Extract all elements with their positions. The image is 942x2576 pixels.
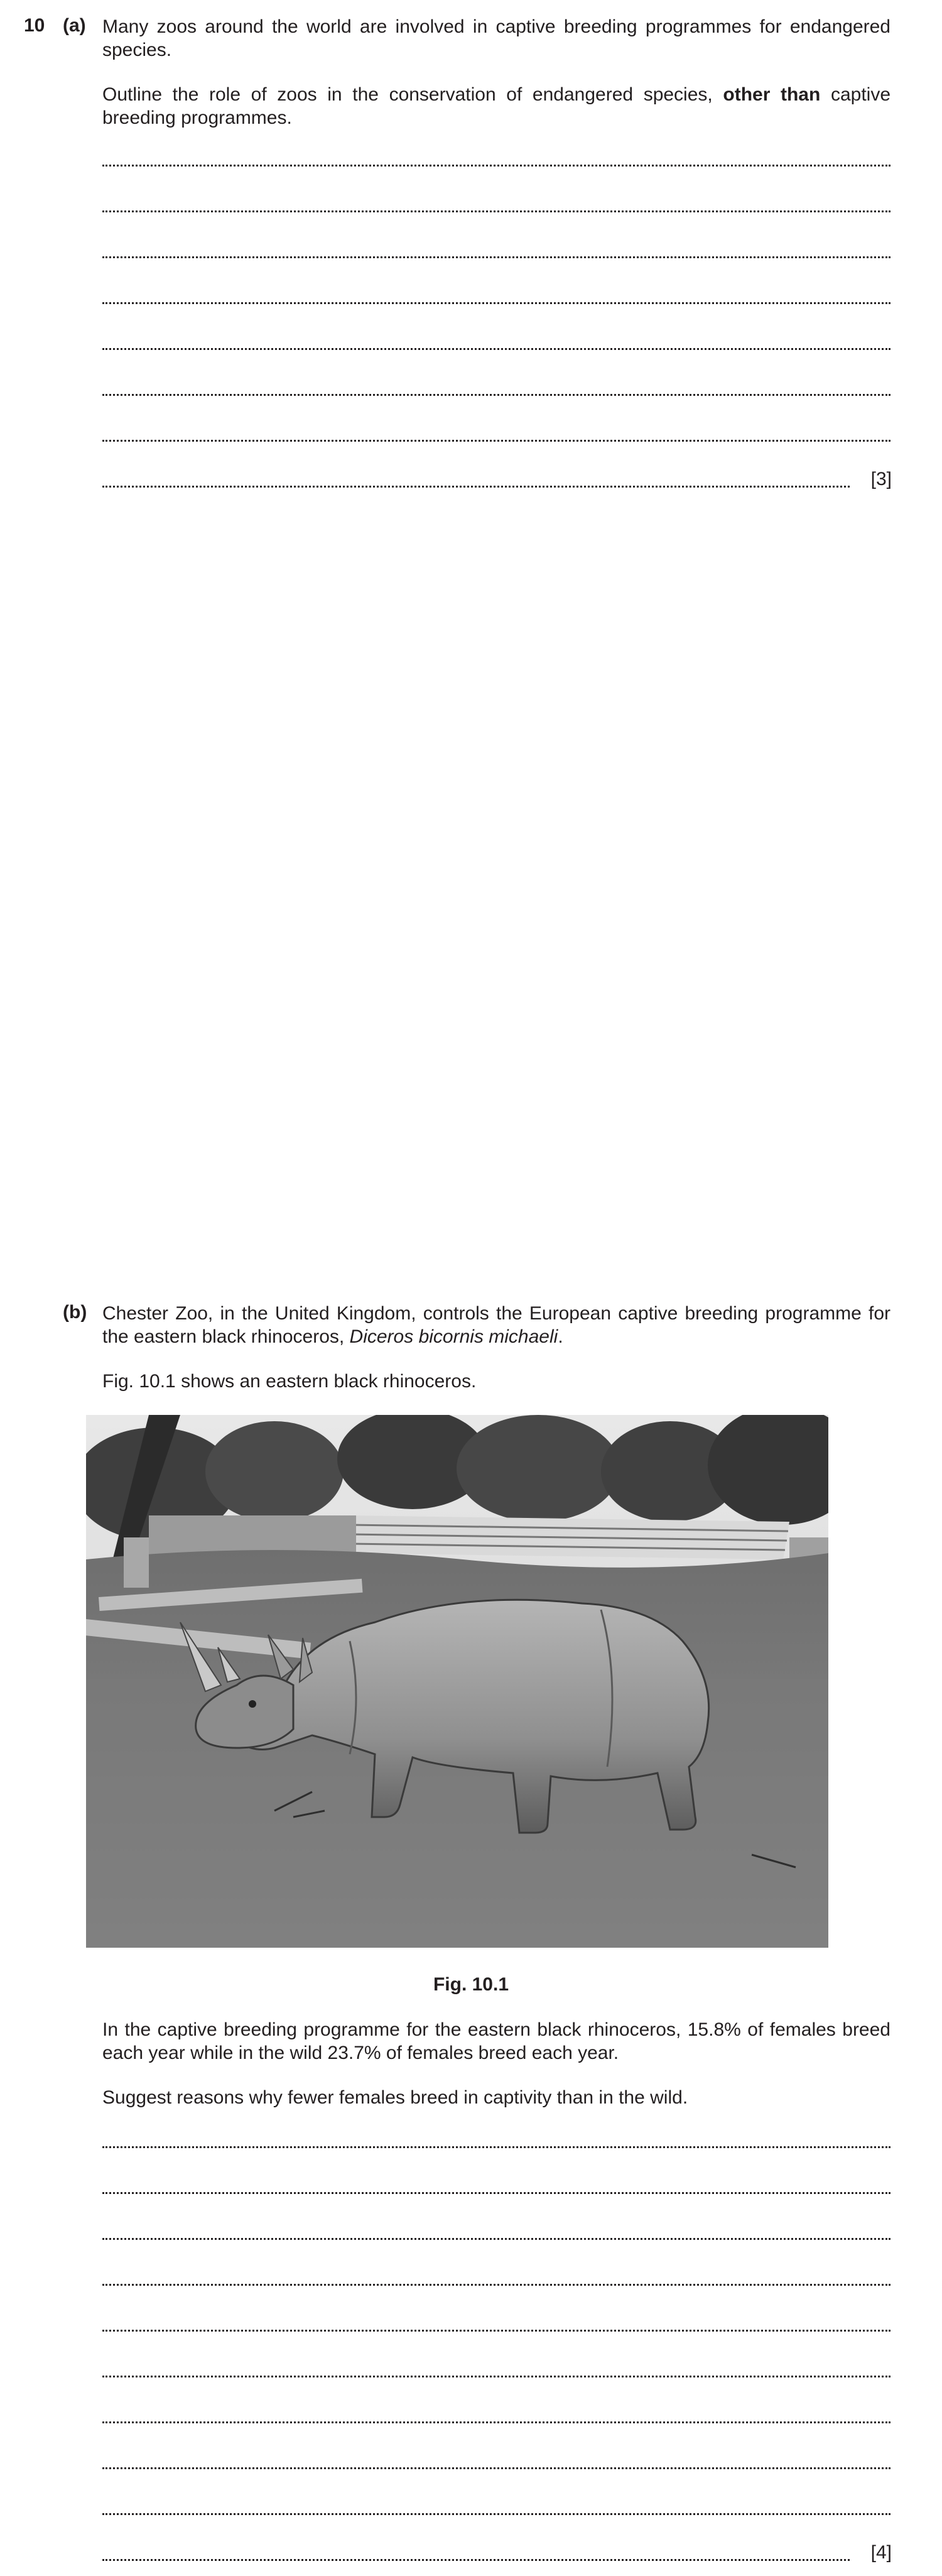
answer-line-b6[interactable] <box>102 2376 891 2377</box>
answer-line-a3[interactable] <box>102 256 891 258</box>
answer-line-b4[interactable] <box>102 2284 891 2286</box>
answer-line-b3[interactable] <box>102 2238 891 2240</box>
part-a-prompt-end: captive breeding programmes. <box>102 84 891 128</box>
answer-line-a7[interactable] <box>102 440 891 442</box>
answer-line-b7[interactable] <box>102 2421 891 2423</box>
answer-line-b1[interactable] <box>102 2146 891 2148</box>
answer-line-b9[interactable] <box>102 2513 891 2515</box>
answer-line-a2[interactable] <box>102 210 891 212</box>
part-b-marks: [4] <box>870 2542 892 2563</box>
species-name: Diceros bicornis michaeli <box>349 1326 558 1347</box>
answer-line-a4[interactable] <box>102 302 891 304</box>
figure-caption: Fig. 10.1 <box>433 1974 509 1995</box>
part-a-prompt-start: Outline the role of zoos in the conservation of endangered species, <box>102 84 723 105</box>
part-b-intro-start: Chester Zoo, in the United Kingdom, controls the European captive breeding programme for the eastern black rhinoceros, <box>102 1303 891 1347</box>
part-b-statistics: In the captive breeding programme for the eastern black rhinoceros, 15.8% of females breed each year while in the wild 23.7% of females breed each year. <box>102 2019 891 2063</box>
answer-line-a8[interactable] <box>102 486 850 488</box>
answer-line-b5[interactable] <box>102 2330 891 2332</box>
question-number: 10 <box>24 15 45 36</box>
part-a-marks: [3] <box>870 469 892 489</box>
answer-line-a5[interactable] <box>102 348 891 350</box>
part-a-label: (a) <box>63 15 86 36</box>
part-b-intro <box>102 1302 891 1348</box>
answer-line-b10[interactable] <box>102 2559 850 2561</box>
part-b-intro-end: . <box>558 1326 563 1347</box>
part-b-label: (b) <box>63 1302 87 1323</box>
part-a-intro: Many zoos around the world are involved in captive breeding programmes for endangered species. <box>102 16 891 60</box>
answer-line-b2[interactable] <box>102 2192 891 2194</box>
answer-line-a1[interactable] <box>102 165 891 166</box>
answer-line-a6[interactable] <box>102 394 891 396</box>
part-a-prompt <box>102 83 891 129</box>
part-b-prompt: Suggest reasons why fewer females breed in captivity than in the wild. <box>102 2087 688 2108</box>
part-a-prompt-emphasis: other than <box>723 84 821 105</box>
rhinoceros-photo <box>86 1415 828 1948</box>
answer-line-b8[interactable] <box>102 2467 891 2469</box>
figure-reference: Fig. 10.1 shows an eastern black rhinoceros. <box>102 1371 477 1392</box>
